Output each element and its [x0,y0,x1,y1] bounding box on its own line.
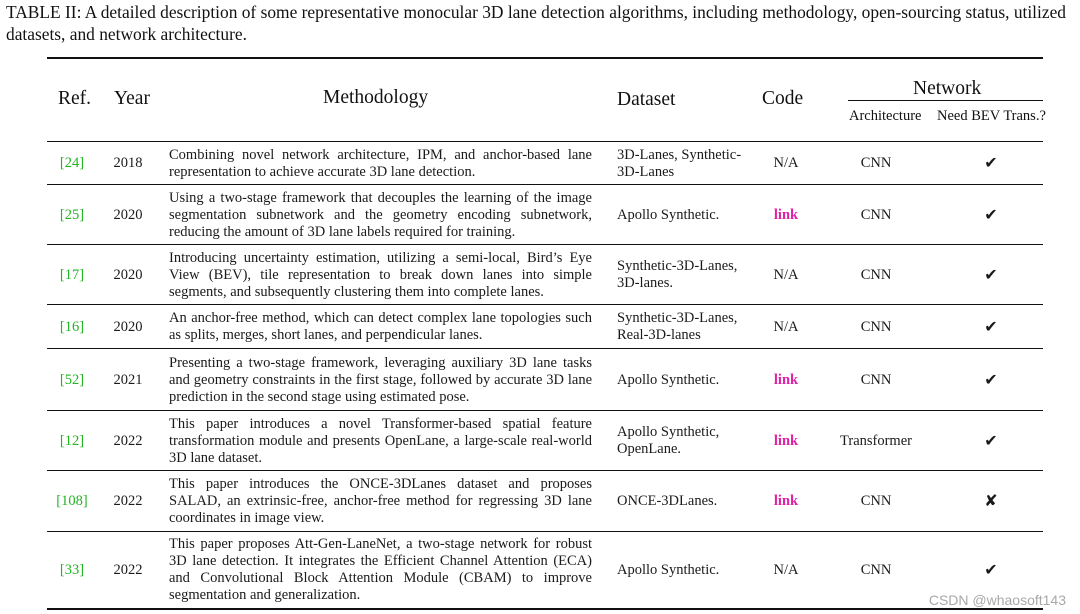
ref-cell[interactable]: [108] [56,493,88,509]
dataset-cell: Apollo Synthetic, OpenLane. [617,424,720,457]
ref-cell[interactable]: [52] [59,371,85,388]
table-row [47,142,1043,185]
table-row [47,245,1043,305]
ref-cell[interactable]: [12] [59,432,85,449]
table-row [47,349,1043,411]
year-cell: 2022 [113,493,143,509]
methodology-cell [169,185,592,245]
ref-cell[interactable]: [33] [59,561,85,578]
bev-check-icon: ✔ [984,266,998,284]
ref-cell[interactable]: [16] [59,318,85,335]
table-row [47,411,1043,471]
year-cell: 2018 [113,155,143,171]
year-cell: 2020 [113,206,143,223]
bev-check-icon: ✔ [984,206,998,224]
methodology-cell [169,349,592,411]
architecture-cell: CNN [860,318,892,335]
bev-check-icon: ✔ [984,318,998,336]
code-cell: N/A [773,155,799,171]
ref-cell[interactable]: [25] [59,206,85,223]
dataset-cell: Apollo Synthetic. [617,561,720,578]
header-dataset: Dataset [617,89,676,110]
architecture-cell: CNN [860,371,892,388]
methodology-cell [169,411,592,471]
dataset-cell: Synthetic-3D-Lanes, Real-3D-lanes [617,310,738,343]
methodology-text: This paper proposes Att-Gen-LaneNet, a two-stage network for robust 3D lane detection. It integrates the Efficient Channel Attention (ECA) and Convolutional Block Attention Module (CBAM) to improve segmentation and generalization. [169,536,592,603]
top-rule [47,57,1043,59]
table-row [47,471,1043,532]
code-link[interactable]: link [773,206,799,223]
bev-cross-icon: ✘ [984,493,998,510]
table-row [47,305,1043,349]
methodology-cell [169,245,592,305]
methodology-text: This paper introduces a novel Transformer-based spatial feature transformation module and presents OpenLane, a large-scale real-world 3D lane dataset. [169,415,592,466]
header-year: Year [114,88,150,109]
header-need-bev: Need BEV Trans.? [937,108,1046,124]
code-cell: N/A [773,561,799,578]
architecture-cell: Transformer [840,432,912,449]
ref-cell[interactable]: [17] [59,266,85,283]
header-ref: Ref. [58,88,92,109]
dataset-cell: ONCE-3DLanes. [617,493,718,509]
dataset-cell: Apollo Synthetic. [617,206,720,223]
ref-cell[interactable]: [24] [59,155,85,171]
architecture-cell: CNN [860,493,892,509]
bottom-rule [47,608,1043,610]
table-caption: TABLE II: A detailed description of some representative monocular 3D lane detection algorithms, including methodology, open-sourcing status, utilized datasets, and network architecture. [6,2,1066,44]
code-link[interactable]: link [773,493,799,509]
header-code: Code [762,88,804,109]
year-cell: 2022 [113,561,143,578]
bev-check-icon: ✔ [984,432,998,450]
methodology-cell [169,532,592,608]
code-link[interactable]: link [773,432,799,449]
methodology-text: Using a two-stage framework that decouples the learning of the image segmentation subnetwork and the geometry encoding subnetwork, reducing the amount of 3D lane labels required for training. [169,189,592,240]
year-cell: 2021 [113,371,143,388]
network-underline [848,100,1043,101]
bev-check-icon: ✔ [984,371,998,389]
watermark: CSDN @whaosoft143 [928,592,1066,608]
methodology-cell [169,142,592,185]
dataset-cell: 3D-Lanes, Synthetic-3D-Lanes [617,146,742,180]
bev-check-icon: ✔ [984,155,998,172]
code-link[interactable]: link [773,371,799,388]
header-network: Network [913,78,982,99]
architecture-cell: CNN [860,266,892,283]
methodology-text: Introducing uncertainty estimation, utilizing a semi-local, Bird’s Eye View (BEV), tile representation to break down lanes into simple segments, and subsequently clustering them into complete lanes. [169,249,592,300]
methodology-text: This paper introduces the ONCE-3DLanes dataset and proposes SALAD, an extrinsic-free, anchor-free method for regressing 3D lane coordinates in image view. [169,476,592,526]
year-cell: 2022 [113,432,143,449]
year-cell: 2020 [113,318,143,335]
bev-check-icon: ✔ [984,561,998,579]
table-row [47,185,1043,245]
methodology-text: Combining novel network architecture, IPM, and anchor-based lane representation to achieve accurate 3D lane detection. [169,146,592,180]
table-row [47,532,1043,608]
methodology-cell [169,305,592,349]
architecture-cell: CNN [860,155,892,171]
header-architecture: Architecture [849,108,922,124]
methodology-cell [169,471,592,532]
dataset-cell: Synthetic-3D-Lanes, 3D-lanes. [617,258,738,291]
dataset-cell: Apollo Synthetic. [617,371,720,388]
header-methodology: Methodology [323,87,429,108]
methodology-text: Presenting a two-stage framework, leveraging auxiliary 3D lane tasks and geometry constraints in the first stage, followed by accurate 3D lane prediction in the second stage using estimated pose. [169,354,592,405]
architecture-cell: CNN [860,206,892,223]
methodology-text: An anchor-free method, which can detect complex lane topologies such as splits, merges, short lanes, and perpendicular lanes. [169,310,592,343]
code-cell: N/A [773,318,799,335]
code-cell: N/A [773,266,799,283]
year-cell: 2020 [113,266,143,283]
architecture-cell: CNN [860,561,892,578]
